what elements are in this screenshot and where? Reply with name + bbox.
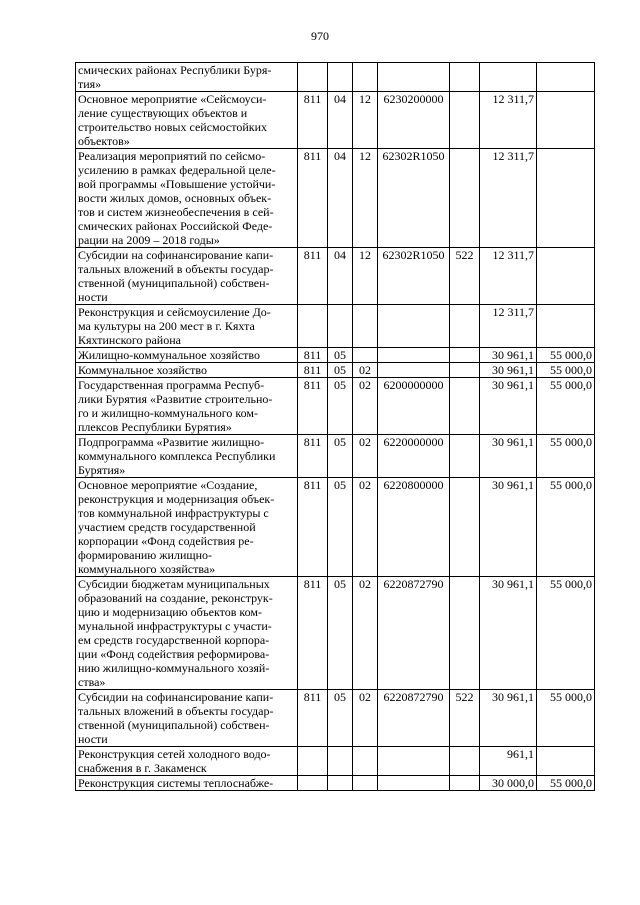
section-cell: 04 (328, 149, 353, 248)
subsection-cell: 12 (353, 248, 378, 305)
table-row (76, 92, 595, 149)
amount-2-cell: 55 000,0 (537, 348, 595, 363)
subsection-cell (353, 305, 378, 348)
admin-code-cell: 811 (298, 435, 328, 478)
row-name-cell: Реконструкция сетей холодного водо- снабжения в г. Закаменск (76, 747, 298, 776)
subsection-cell (353, 776, 378, 791)
expense-type-cell (450, 149, 480, 248)
section-cell (328, 776, 353, 791)
amount-1-cell: 12 311,7 (480, 305, 537, 348)
target-article-cell: 6220800000 (378, 478, 450, 577)
expense-type-cell (450, 92, 480, 149)
page-number: 970 (311, 29, 329, 43)
expense-type-cell (450, 305, 480, 348)
row-name-cell: Коммунальное хозяйство (76, 363, 298, 378)
amount-2-cell (537, 747, 595, 776)
section-cell: 05 (328, 435, 353, 478)
expense-type-cell (450, 63, 480, 92)
expense-type-cell (450, 577, 480, 690)
section-cell (328, 63, 353, 92)
table-row (76, 149, 595, 248)
row-name-cell: Основное мероприятие «Создание, реконструкция и модернизация объек- тов коммунальной инфраструктуры с участием средств государственной корпорации «Фонд содействия ре- формированию жилищно- коммунального хозяйства» (76, 478, 298, 577)
section-cell: 05 (328, 363, 353, 378)
table-row (76, 435, 595, 478)
subsection-cell (353, 348, 378, 363)
admin-code-cell: 811 (298, 149, 328, 248)
section-cell: 05 (328, 348, 353, 363)
amount-1-cell: 30 961,1 (480, 378, 537, 435)
admin-code-cell (298, 747, 328, 776)
target-article-cell (378, 348, 450, 363)
expense-type-cell (450, 378, 480, 435)
amount-2-cell (537, 149, 595, 248)
amount-1-cell: 30 961,1 (480, 478, 537, 577)
admin-code-cell: 811 (298, 348, 328, 363)
amount-2-cell: 55 000,0 (537, 577, 595, 690)
amount-2-cell: 55 000,0 (537, 478, 595, 577)
table-row (76, 378, 595, 435)
admin-code-cell: 811 (298, 378, 328, 435)
subsection-cell (353, 747, 378, 776)
admin-code-cell (298, 63, 328, 92)
target-article-cell (378, 776, 450, 791)
table-row (76, 577, 595, 690)
amount-2-cell (537, 92, 595, 149)
amount-2-cell: 55 000,0 (537, 776, 595, 791)
target-article-cell: 62302R1050 (378, 149, 450, 248)
row-name-cell: Жилищно-коммунальное хозяйство (76, 348, 298, 363)
section-cell: 05 (328, 378, 353, 435)
amount-2-cell: 55 000,0 (537, 690, 595, 747)
amount-1-cell: 12 311,7 (480, 248, 537, 305)
row-name-cell: Субсидии бюджетам муниципальных образований на создание, реконструк- цию и модернизацию объектов ком- мунальной инфраструктуры с участи- ем средств государственной корпора- ции «Фонд содействия реформирова- нию жилищно-коммунального хозяй- ства» (76, 577, 298, 690)
row-name-cell: Реконструкция системы теплоснабже- (76, 776, 298, 791)
amount-2-cell: 55 000,0 (537, 378, 595, 435)
table-row (76, 363, 595, 378)
amount-2-cell (537, 305, 595, 348)
table-row (76, 747, 595, 776)
subsection-cell: 02 (353, 478, 378, 577)
admin-code-cell: 811 (298, 478, 328, 577)
section-cell: 05 (328, 478, 353, 577)
table-row (76, 63, 595, 92)
section-cell (328, 305, 353, 348)
target-article-cell: 6220872790 (378, 690, 450, 747)
target-article-cell (378, 363, 450, 378)
expense-type-cell (450, 747, 480, 776)
subsection-cell (353, 63, 378, 92)
target-article-cell: 62302R1050 (378, 248, 450, 305)
row-name-cell: Субсидии на софинансирование капи- тальных вложений в объекты государ- ственной (муниципальной) собствен- ности (76, 248, 298, 305)
table-row (76, 305, 595, 348)
amount-2-cell (537, 248, 595, 305)
amount-1-cell: 30 961,1 (480, 348, 537, 363)
subsection-cell: 12 (353, 149, 378, 248)
target-article-cell (378, 305, 450, 348)
target-article-cell (378, 63, 450, 92)
table-row (76, 248, 595, 305)
target-article-cell: 6220000000 (378, 435, 450, 478)
row-name-cell: Подпрограмма «Развитие жилищно- коммунального комплекса Республики Бурятия» (76, 435, 298, 478)
target-article-cell (378, 747, 450, 776)
admin-code-cell (298, 305, 328, 348)
amount-1-cell: 30 961,1 (480, 690, 537, 747)
row-name-cell: Государственная программа Респуб- лики Бурятия «Развитие строительно- го и жилищно-коммунального ком- плексов Республики Бурятия» (76, 378, 298, 435)
row-name-cell: Реконструкция и сейсмоусиление До- ма культуры на 200 мест в г. Кяхта Кяхтинского района (76, 305, 298, 348)
amount-1-cell: 12 311,7 (480, 92, 537, 149)
admin-code-cell: 811 (298, 577, 328, 690)
admin-code-cell (298, 776, 328, 791)
expense-type-cell (450, 478, 480, 577)
admin-code-cell: 811 (298, 690, 328, 747)
target-article-cell: 6230200000 (378, 92, 450, 149)
amount-2-cell: 55 000,0 (537, 435, 595, 478)
section-cell: 05 (328, 690, 353, 747)
section-cell: 04 (328, 92, 353, 149)
expense-type-cell (450, 363, 480, 378)
table-row (76, 348, 595, 363)
amount-1-cell: 30 961,1 (480, 435, 537, 478)
subsection-cell: 02 (353, 577, 378, 690)
amount-2-cell: 55 000,0 (537, 363, 595, 378)
subsection-cell: 02 (353, 435, 378, 478)
budget-table (75, 62, 595, 791)
admin-code-cell: 811 (298, 92, 328, 149)
subsection-cell: 12 (353, 92, 378, 149)
row-name-cell: Основное мероприятие «Сейсмоуси- ление существующих объектов и строительство новых сейсмостойких объектов» (76, 92, 298, 149)
amount-1-cell: 12 311,7 (480, 149, 537, 248)
section-cell: 04 (328, 248, 353, 305)
amount-1-cell (480, 63, 537, 92)
row-name-cell: Субсидии на софинансирование капи- тальных вложений в объекты государ- ственной (муниципальной) собствен- ности (76, 690, 298, 747)
table-row (76, 776, 595, 791)
amount-1-cell: 30 961,1 (480, 363, 537, 378)
amount-2-cell (537, 63, 595, 92)
subsection-cell: 02 (353, 378, 378, 435)
target-article-cell: 6220872790 (378, 577, 450, 690)
expense-type-cell (450, 348, 480, 363)
amount-1-cell: 961,1 (480, 747, 537, 776)
expense-type-cell (450, 435, 480, 478)
row-name-cell: Реализация мероприятий по сейсмо- усилению в рамках федеральной целе- вой программы «Повышение устойчи- вости жилых домов, основных объек- тов и систем жизнеобеспечения в сей- смических районах Российской Феде- рации на 2009 – 2018 годы» (76, 149, 298, 248)
table-row (76, 690, 595, 747)
expense-type-cell: 522 (450, 248, 480, 305)
section-cell (328, 747, 353, 776)
expense-type-cell: 522 (450, 690, 480, 747)
subsection-cell: 02 (353, 363, 378, 378)
admin-code-cell: 811 (298, 248, 328, 305)
target-article-cell: 6200000000 (378, 378, 450, 435)
amount-1-cell: 30 961,1 (480, 577, 537, 690)
row-name-cell: смических районах Республики Буря- тия» (76, 63, 298, 92)
section-cell: 05 (328, 577, 353, 690)
expense-type-cell (450, 776, 480, 791)
table-row (76, 478, 595, 577)
amount-1-cell: 30 000,0 (480, 776, 537, 791)
subsection-cell: 02 (353, 690, 378, 747)
admin-code-cell: 811 (298, 363, 328, 378)
